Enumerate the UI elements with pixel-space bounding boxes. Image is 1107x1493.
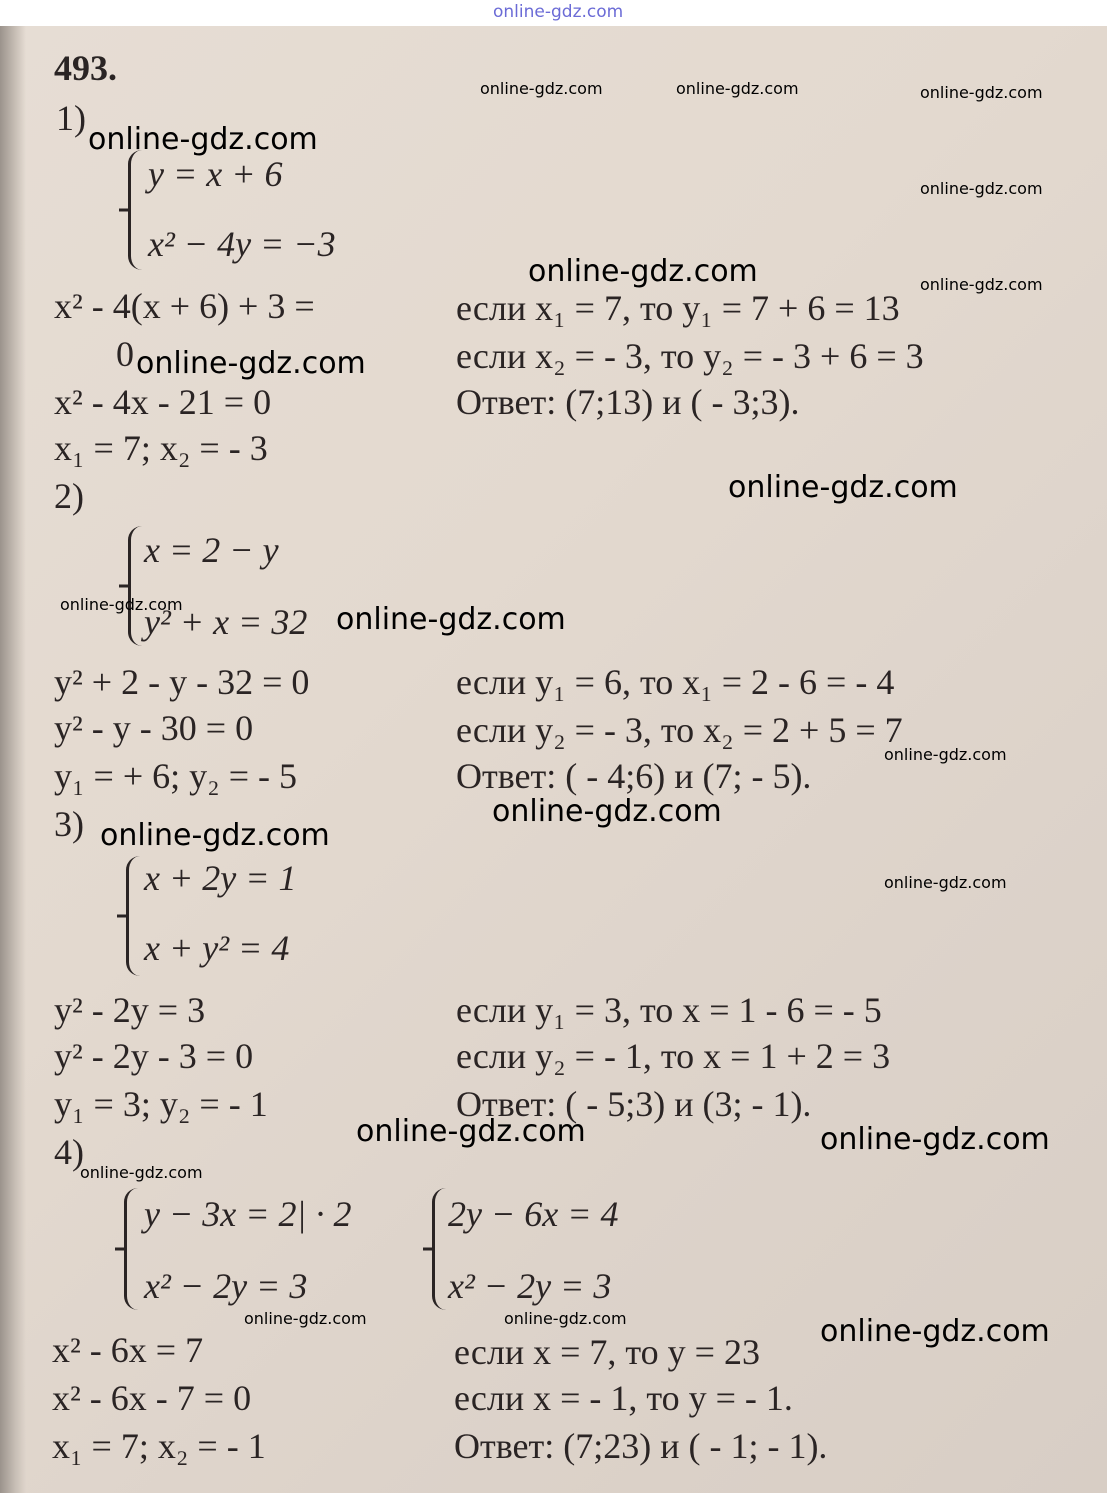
p3-system-eq-1: x + 2y = 1 — [144, 858, 297, 898]
watermark: online-gdz.com — [100, 818, 330, 853]
p1-system-eq-2: x² − 4y = −3 — [148, 224, 336, 264]
watermark: online-gdz.com — [884, 873, 1007, 892]
p3-line-3: y₁ = 3; y₂ = - 1 — [54, 1084, 268, 1124]
p4-system-eq-3: 2y − 6x = 4 — [448, 1194, 619, 1234]
watermark: online-gdz.com — [60, 595, 183, 614]
watermark: online-gdz.com — [244, 1309, 367, 1328]
p4-system-eq-1: y − 3x = 2| · 2 — [144, 1194, 352, 1234]
system-brace-3 — [126, 856, 143, 976]
p3-result-1: если y₁ = 3, то x = 1 - 6 = - 5 — [456, 990, 882, 1030]
part-1-label: 1) — [56, 98, 86, 138]
p3-result-2: если y₂ = - 1, то x = 1 + 2 = 3 — [456, 1036, 891, 1076]
p1-line-2: 0 — [116, 334, 134, 374]
system-brace-4b — [432, 1188, 449, 1310]
part-4-label: 4) — [54, 1132, 84, 1172]
p2-system-eq-1: x = 2 − y — [144, 530, 279, 570]
watermark: online-gdz.com — [80, 1163, 203, 1182]
site-url: online-gdz.com — [493, 2, 624, 22]
p2-system-eq-2: y² + x = 32 — [144, 602, 308, 642]
p4-line-1: x² - 6x = 7 — [52, 1330, 204, 1370]
system-brace-2 — [128, 526, 145, 646]
watermark: online-gdz.com — [480, 79, 603, 98]
p1-line-4: x₁ = 7; x₂ = - 3 — [54, 428, 268, 468]
p4-result-1: если x = 7, то y = 23 — [454, 1332, 760, 1372]
watermark: online-gdz.com — [676, 79, 799, 98]
watermark: online-gdz.com — [920, 275, 1043, 294]
part-2-label: 2) — [54, 476, 84, 516]
p3-system-eq-2: x + y² = 4 — [144, 928, 290, 968]
p1-line-3: x² - 4x - 21 = 0 — [54, 382, 272, 422]
p4-answer: Ответ: (7;23) и ( - 1; - 1). — [454, 1426, 828, 1466]
watermark: online-gdz.com — [356, 1114, 586, 1149]
p4-line-2: x² - 6x - 7 = 0 — [52, 1378, 252, 1418]
watermark: online-gdz.com — [336, 602, 566, 637]
watermark: online-gdz.com — [528, 254, 758, 289]
p2-line-3: y₁ = + 6; y₂ = - 5 — [54, 756, 297, 796]
part-3-label: 3) — [54, 804, 84, 844]
p4-result-2: если x = - 1, то y = - 1. — [454, 1378, 793, 1418]
watermark: online-gdz.com — [88, 122, 318, 157]
watermark: online-gdz.com — [920, 83, 1043, 102]
p1-line-1: x² - 4(x + 6) + 3 = — [54, 286, 315, 326]
p2-line-2: y² - y - 30 = 0 — [54, 708, 254, 748]
page-edge-shadow — [0, 26, 26, 1493]
top-strip — [0, 0, 1107, 26]
p1-answer: Ответ: (7;13) и ( - 3;3). — [456, 382, 800, 422]
p4-line-3: x₁ = 7; x₂ = - 1 — [52, 1426, 266, 1466]
p3-answer: Ответ: ( - 5;3) и (3; - 1). — [456, 1084, 812, 1124]
p3-line-1: y² - 2y = 3 — [54, 990, 206, 1030]
watermark: online-gdz.com — [492, 794, 722, 829]
problem-number: 493. — [54, 48, 117, 88]
p2-answer: Ответ: ( - 4;6) и (7; - 5). — [456, 756, 812, 796]
p1-result-1: если x₁ = 7, то y₁ = 7 + 6 = 13 — [456, 288, 900, 328]
watermark: online-gdz.com — [884, 745, 1007, 764]
watermark: online-gdz.com — [504, 1309, 627, 1328]
watermark: online-gdz.com — [136, 346, 366, 381]
p1-system-eq-1: y = x + 6 — [148, 154, 283, 194]
p1-result-2: если x₂ = - 3, то y₂ = - 3 + 6 = 3 — [456, 336, 924, 376]
system-brace-4a — [124, 1188, 141, 1310]
watermark: online-gdz.com — [820, 1122, 1050, 1157]
system-brace-1 — [128, 150, 145, 270]
watermark: online-gdz.com — [728, 470, 958, 505]
p4-system-eq-2: x² − 2y = 3 — [144, 1266, 308, 1306]
p4-system-eq-4: x² − 2y = 3 — [448, 1266, 612, 1306]
watermark: online-gdz.com — [820, 1314, 1050, 1349]
p2-result-1: если y₁ = 6, то x₁ = 2 - 6 = - 4 — [456, 662, 895, 702]
p2-line-1: y² + 2 - y - 32 = 0 — [54, 662, 310, 702]
watermark: online-gdz.com — [920, 179, 1043, 198]
p2-result-2: если y₂ = - 3, то x₂ = 2 + 5 = 7 — [456, 710, 903, 750]
p3-line-2: y² - 2y - 3 = 0 — [54, 1036, 254, 1076]
